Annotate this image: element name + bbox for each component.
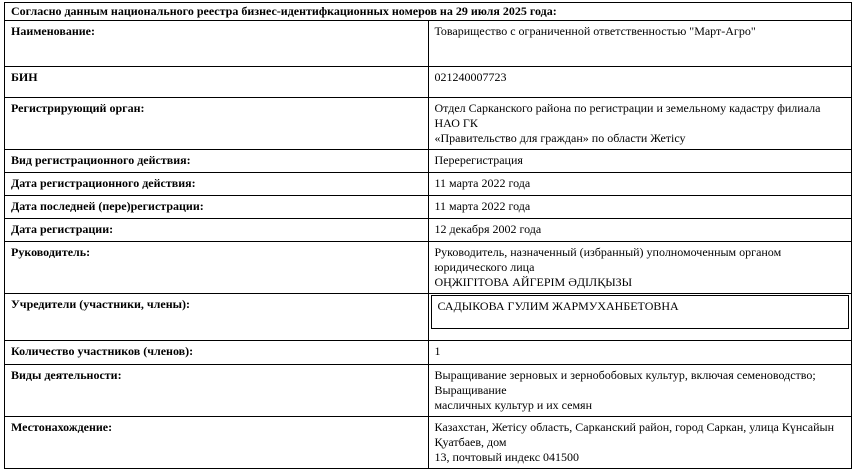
authority-value-line1: Отдел Сарканского района по регистрации и земельному кадастру филиала НАО ГК (434, 101, 821, 130)
row-action-type (5, 150, 852, 173)
row-activities (5, 365, 852, 417)
members-count-value: 1 (428, 341, 852, 365)
authority-label: Регистрирующий орган: (5, 98, 429, 150)
row-head (5, 242, 852, 294)
row-founders (5, 294, 852, 341)
members-count-label: Количество участников (членов): (5, 341, 429, 365)
activities-value-line1: Выращивание зерновых и зернобобовых культур, включая семеноводство; Выращивание (434, 368, 816, 397)
location-value-line2: 13, почтовый индекс 041500 (434, 450, 580, 464)
name-value: Товарищество с ограниченной ответственностью "Март-Агро" (428, 21, 852, 67)
reg-date-label: Дата регистрации: (5, 219, 429, 242)
activities-value (428, 365, 852, 417)
row-action-date (5, 173, 852, 196)
last-reg-date-value: 11 марта 2022 года (428, 196, 852, 219)
action-date-value: 11 марта 2022 года (428, 173, 852, 196)
action-type-value: Перерегистрация (428, 150, 852, 173)
row-reg-date (5, 219, 852, 242)
location-label: Местонахождение: (5, 417, 429, 469)
authority-value-line2: «Правительство для граждан» по области Жетісу (434, 131, 686, 145)
bin-value: 021240007723 (428, 67, 852, 98)
row-members-count (5, 341, 852, 365)
founders-label: Учредители (участники, члены): (5, 294, 429, 341)
row-last-reg-date (5, 196, 852, 219)
activities-value-line2: масличных культур и их семян (434, 398, 592, 412)
action-date-label: Дата регистрационного действия: (5, 173, 429, 196)
head-value-line1: Руководитель, назначенный (избранный) уполномоченным органом юридического лица (434, 245, 782, 274)
activities-label: Виды деятельности: (5, 365, 429, 417)
registry-table (4, 2, 852, 469)
reg-date-value: 12 декабря 2002 года (428, 219, 852, 242)
row-name (5, 21, 852, 67)
head-value (428, 242, 852, 294)
founders-inner-box (431, 295, 850, 329)
action-type-label: Вид регистрационного действия: (5, 150, 429, 173)
row-location (5, 417, 852, 469)
founders-value-cell (428, 294, 852, 341)
row-bin (5, 67, 852, 98)
head-label: Руководитель: (5, 242, 429, 294)
authority-value (428, 98, 852, 150)
location-value (428, 417, 852, 469)
registry-header: Согласно данным национального реестра бизнес-идентифкационных номеров на 29 июля 2025 года: (5, 3, 852, 21)
name-label: Наименование: (5, 21, 429, 67)
founders-value: САДЫКОВА ГУЛИМ ЖАРМУХАНБЕТОВНА (437, 299, 679, 313)
bin-label: БИН (5, 67, 429, 98)
location-value-line1: Казахстан, Жетісу область, Сарканский район, город Саркан, улица Күнсайын Қуатбаев, дом (434, 420, 835, 449)
head-value-line2: ОҢЖІГІТОВА АЙГЕРІМ ӘДІЛҚЫЗЫ (434, 275, 633, 289)
row-authority (5, 98, 852, 150)
table-header-row (5, 3, 852, 21)
last-reg-date-label: Дата последней (пере)регистрации: (5, 196, 429, 219)
